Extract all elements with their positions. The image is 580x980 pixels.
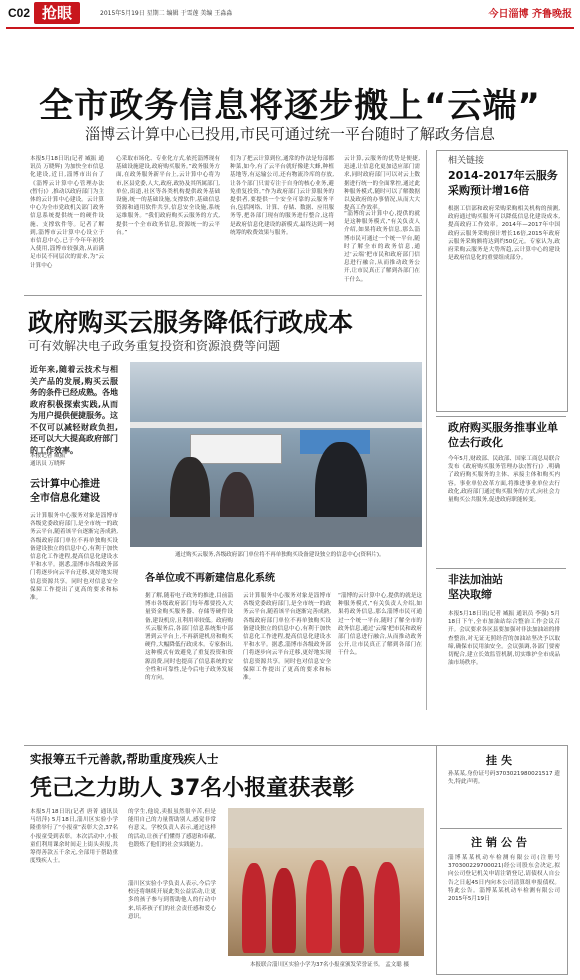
section-head-units: 各单位或不再新建信息化系统 — [145, 573, 275, 584]
bottom-column-3: 淄川区实验小学负责人表示,今后学校还将继续开展此类公益活动,让更多的孩子参与到帮助他人的行动中来,培养孩子们的社会责任感和爱心意识。 — [128, 881, 216, 920]
lost-notice-head: 挂失 — [486, 754, 516, 767]
section-label: 抢眼 — [34, 2, 80, 24]
right-divider-2 — [436, 568, 566, 569]
second-headline: 政府购买云服务降低行政成本 — [28, 308, 354, 337]
lead-subheadline: 淄博云计算中心已投用,市民可通过统一平台随时了解政务信息 — [85, 125, 495, 143]
lost-notice-text: 孙某某,身份证号码3703021980021517 遗失,特此声明。 — [448, 771, 560, 786]
bottom-kicker: 实报筹五千元善款,帮助重度残疾人士 — [30, 752, 219, 766]
lead-column-5: “淄博的云计算中心,提供的就是这种服务模式,”有关负责人介绍,如果将政务信息,那么淄博市民可通过一个统一平台,随时了解全市的政务信息,通过‘云端’把市民和政府部门信息进行融合,从而推动政务公开,让市民真正了解到各部门在干什么。 — [344, 211, 420, 283]
related-link-tag: 相关链接 — [448, 156, 485, 166]
second-lead: 近年来,随着云技术与相关产品的发展,购买云服务的条件已经成熟。各地政府积极探索实践,从而为用户提供便捷服务。这不仅可以减轻财政负担,还可以大大提高政府部门的工作效率。 — [30, 365, 118, 455]
notice-divider — [440, 828, 562, 829]
right-story2-title: 非法加油站 坚决取缔 — [448, 573, 503, 601]
students-photo — [228, 808, 424, 956]
newspaper-logo: 今日淄博 齐鲁晚报 — [488, 9, 572, 20]
units-text-2: 云计算服务中心服务对象是淄博市各级党委政府部门,是全市统一的政务云平台,随着该平台逐渐完善成熟,各级政府部门单位不再单独购买设备建设独立的信息中心,有利于加快信息化工作进程,提高信息化建设水平和水平。据悉,淄博市各级政务部门将逐步向云平台迁移,更好地实现信息资源共享。同时也对信息安全保障工作提出了更高的要求和标准。 — [243, 593, 331, 682]
related-link-text: 根据工信部和政府采购采购相关机构的预测,政府通过购买服务可以降低信息化建设成本,提高政府工作效率。2014年—2017年中国政府云服务采购预计增长16倍,2015年政府云服务采购额将达到约50亿元。专家认为,政府采购云服务是大势所趋,云计算中心的建设是政府信息化的重要组成部分。 — [448, 206, 560, 262]
office-photo — [130, 362, 422, 547]
lead-column-4: 云计算,云服务的优势是便捷,迅速,让信息化更加适应部门需求,同时政府部门可以对云上数据进行统一的全面掌控,通过此种服务模式,随时可以了解数据以及政府的办事情况,从而大大提高工作效率。 — [344, 156, 420, 212]
students-photo-caption: 本报联合淄川区实验小学为37名小报童颁发荣誉证书。 孟文聪 摄 — [250, 962, 409, 968]
bottom-column-2: 的学生,他说,卖报虽然很辛苦,但是能用自己的力量帮助别人,感觉非常有意义。学校负责人表示,通过这样的活动,让孩子们懂得了感恩和奉献,也锻炼了他们的社会实践能力。 — [128, 809, 216, 848]
right-story1-title: 政府购买服务推事业单位去行政化 — [448, 421, 558, 449]
cancel-notice-head: 注销公告 — [471, 836, 531, 849]
section-head-cloud: 云计算中心推进 全市信息化建设 — [30, 479, 100, 504]
lead-column-3: 们为了把云计算到位,通常的作法是每部都种菜,如今,有了云平台就好像建大蜂,种植基地等,有运输公司,还有物流冷库的存放,让各个部门只需专注于自身的核心业务,避免重复投资。”作为政府部门云计算服务的提供者,要提供一个安全可靠的云服务平台,包括网络、计算、存储、数据、应用服务等,把各部门现有的服务进行整合,这将是政府信息化建设的新模式,最终达到一网统筹的收费效果与服务。 — [230, 156, 334, 236]
right-story2-text: 本报5月18日讯(记者 臧振 通讯员 李强) 5月18日下午,全市加油站综合整治工作会议召开。会议要求各区县要加强对非法加油站的排查整治,对无证无照经营的加油站坚决予以取缔,确保市民用油安全。会议强调,各部门要密切配合,建立长效监管机制,切实维护全市成品油市场秩序。 — [448, 611, 560, 667]
office-photo-caption: 通过购买云服务,各级政府部门单位将不再单独购买设备建设独立的信息中心(资料片)。 — [175, 552, 385, 558]
bottom-column-1: 本报5月18日讯(记者 唐菁 通讯员 马纽萍) 5月18日,淄川区实验小学隆重举行了“小报童”表彰大会,37名小报童受到表彰。本次活动中,小报童们利用课余时间走上街头卖报,共筹得善款五千余元,全部用于帮助重度残疾人士。 — [30, 809, 118, 865]
section-divider — [24, 295, 422, 296]
column-divider — [426, 150, 427, 710]
second-byline: 本报记者 臧振 通讯员 万晓辉 — [30, 453, 66, 468]
right-story1-text: 今年5月,财政部、民政部、国家工商总局联合发布《政府购买服务管理办法(暂行)》,明确了政府购买服务的主体、承接主体和购买内容。事业单位改革方面,将推进事业单位去行政化,政府部门通过购买服务的方式,向社会力量购买公共服务,促进政府职能转变。 — [448, 456, 560, 504]
right-divider-1 — [436, 416, 566, 417]
lead-column-1: 本报5月18日讯(记者 臧振 通讯员 万晓辉) 为加快全市信息化建设,近日,淄博市出台了《淄博云计算中心管理办法(暂行)》,推动以政府部门为主体的云计算中心建设。云计算中心为全市党政机关部门政务信息系统提供统一的硬件设施、支撑软件等。记者了解到,淄博市云计算中心设立于市信息中心,已于今年年初投入使用,淄博市较强劲,从而满足市民不同层次的需求,为“云计算中心 — [30, 156, 104, 269]
cancel-notice-text: 淄博某某机动车检测有限公司(注册号370300229700021)经公司股东会决定,拟向公司登记机关申请注销登记,请债权人自公告之日起45日内向本公司清算组申报债权。特此公告。淄博某某机动车检测有限公司 2015年5月19日 — [448, 855, 560, 903]
lead-column-2: 心采取市场化、专业化方式,依托淄博现有基础设施建设,政府购买服务。”政务服务方面,在政务服务新平台上,云计算中心将为市,区县党委,人大,政府,政协及其所属部门,单位,街道,社区等各类机构提供政务基础设施,统一的基础设施,支撑软件,基础信息资源和通用软件共享,信息安全设施,系统运维服务。“我们政府购买云服务的方式,提供一个全市政务信息,资源统一的云平台。” — [116, 156, 220, 236]
second-subheadline: 可有效解决电子政务重复投资和资源浪费等问题 — [28, 339, 281, 353]
bottom-headline: 凭己之力助人 37名小报童获表彰 — [30, 776, 355, 801]
page-number: C02 — [8, 6, 31, 20]
units-text-3: “淄博的云计算中心,提供的就是这种服务模式,”有关负责人介绍,如果将政务信息,那么淄博市民可通过一个统一平台,随时了解全市的政务信息,通过‘云端’把市民和政府部门信息进行融合,从而推动政务公开,让市民真正了解到各部门在干什么。 — [338, 593, 422, 657]
header-rule — [6, 27, 574, 29]
lead-headline: 全市政务信息将逐步搬上“云端” — [39, 86, 541, 126]
issue-meta: 2015年5月19日 星期二 编辑 于雪莲 美编 王淼淼 — [100, 10, 233, 17]
section-cloud-text: 云计算服务中心服务对象是淄博市各级党委政府部门,是全市统一的政务云平台,随着该平台逐渐完善成熟,各级政府部门单位不再单独购买设备建设独立的信息中心,有利于加快信息化工作进程,提高信息化建设水平和水平。据悉,淄博市各级政务部门将逐步向云平台迁移,更好地实现信息资源共享。同时也对信息安全保障工作提出了更高的要求和标准。 — [30, 513, 118, 602]
units-text-1: 据了解,随着电子政务的推进,目前淄博市各级政府部门每年都要投入大量资金购买服务器、存储等硬件设备,建设机房,且利用率较低。政府购买云服务后,各部门信息系统集中部署到云平台上,不再新建机房和购买硬件,大幅降低行政成本。专家指出,这种模式有效避免了重复投资和资源浪费,同时也提高了信息系统的安全性和可靠性,是今后电子政务发展的方向。 — [145, 593, 233, 682]
related-link-title: 2014-2017年云服务采购预计增16倍 — [448, 169, 558, 197]
